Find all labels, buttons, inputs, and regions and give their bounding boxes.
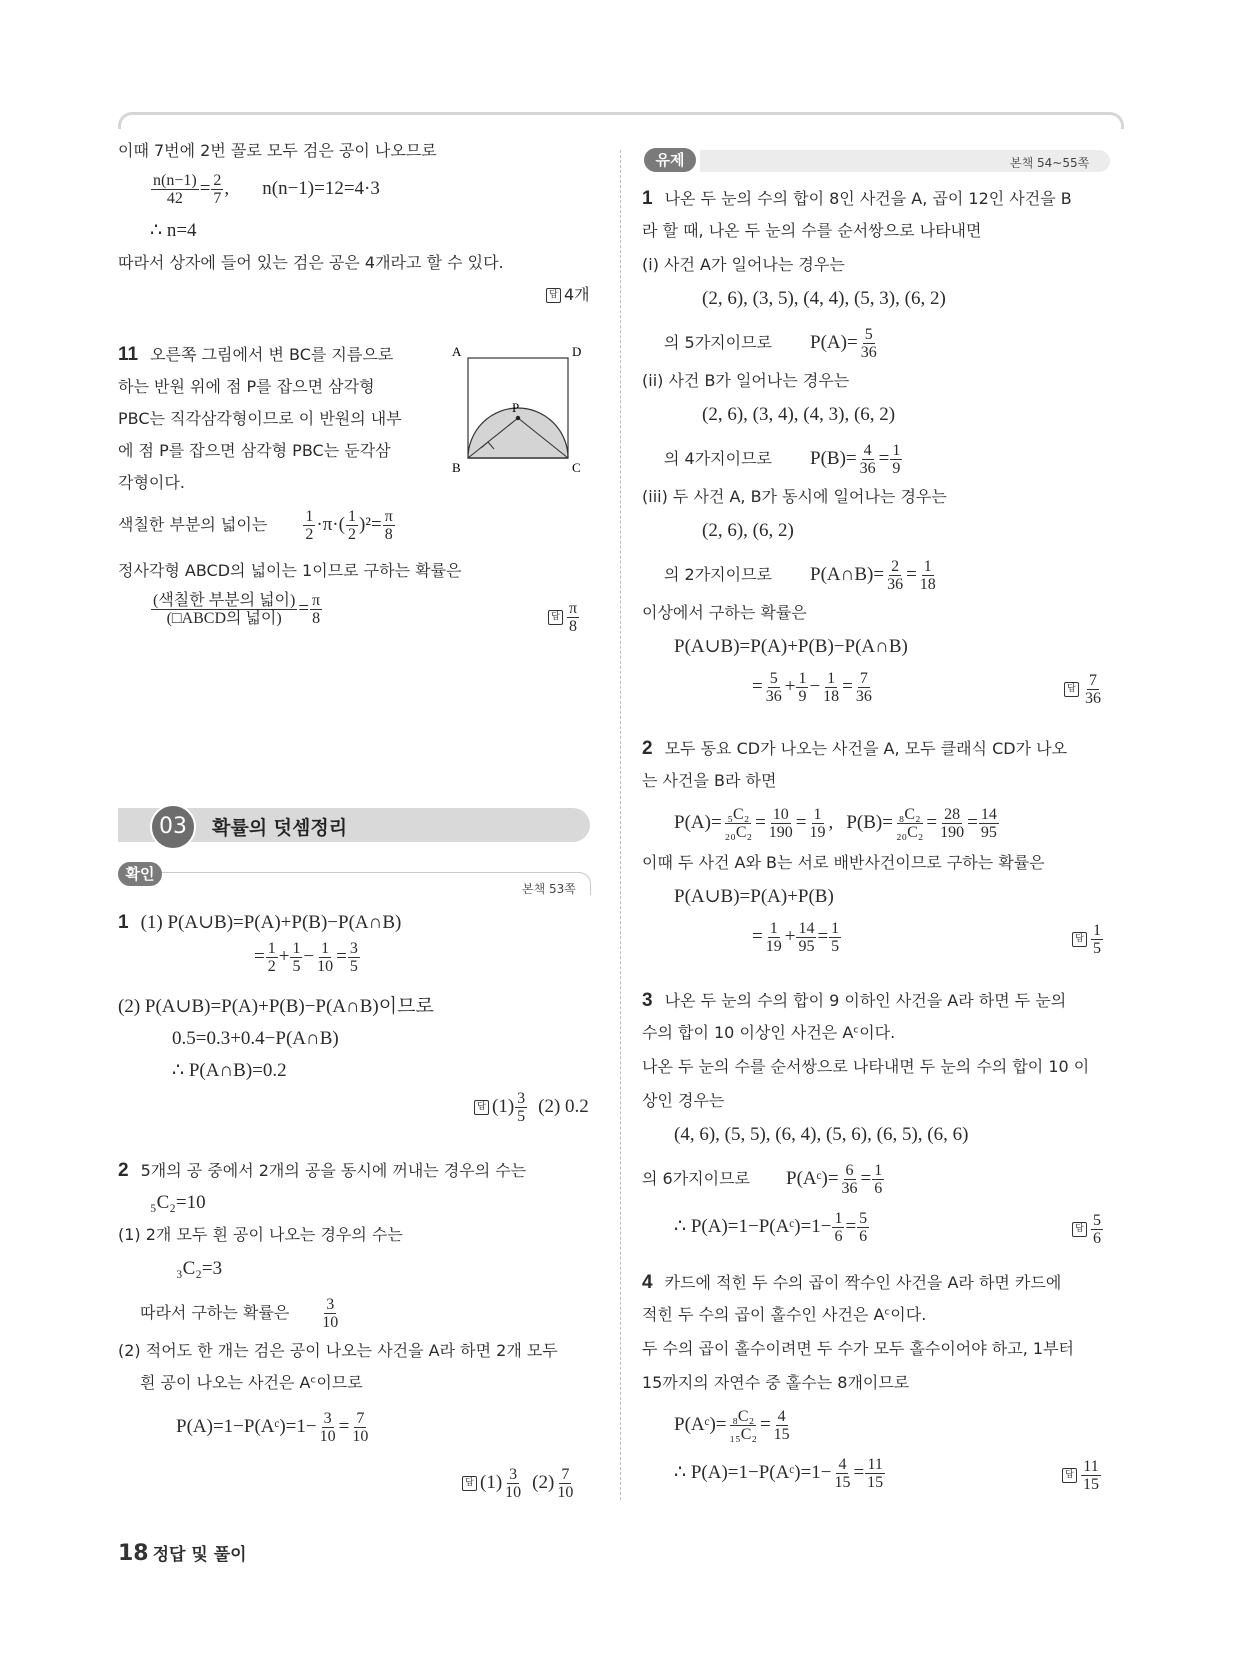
answer-icon: 답 [1072, 1222, 1087, 1237]
page-footer [118, 1540, 247, 1566]
text-line: 수의 합이 10 이상인 사건은 Aᶜ이다. [642, 1023, 896, 1042]
text-line: 나온 두 눈의 수를 순서쌍으로 나타내면 두 눈의 수의 합이 10 이 [642, 1057, 1090, 1076]
text-line: 이상에서 구하는 확률은 [642, 603, 807, 622]
label-p: P [512, 400, 520, 415]
problem-line: 1 나온 두 눈의 수의 합이 8인 사건을 A, 곱이 12인 사건을 B [642, 188, 1072, 209]
text-line: (ii) 사건 B가 일어나는 경우는 [642, 371, 850, 390]
text-line: 에 점 P를 잡으면 삼각형 PBC는 둔각삼 [118, 441, 391, 460]
answer: 답 $\frac{11}{15}$ [1062, 1458, 1102, 1493]
problem-line: 2 5개의 공 중에서 2개의 공을 동시에 꺼내는 경우의 수는 [118, 1160, 527, 1181]
equation: ₅C₂=10 [150, 1192, 206, 1213]
text-line: 흰 공이 나오는 사건은 Aᶜ이므로 [140, 1373, 363, 1392]
text-line: 상인 경우는 [642, 1091, 725, 1110]
top-frame-bar [118, 112, 1124, 129]
problem-line: 2 모두 동요 CD가 나오는 사건을 A, 모두 클래식 CD가 나오 [642, 738, 1068, 759]
equation: ₃C₂=3 [176, 1258, 223, 1279]
page-reference: 본책 54~55쪽 [1010, 156, 1090, 170]
confirm-label: 확인 [118, 862, 162, 886]
answer: 답 $\frac{5}{6}$ [1072, 1212, 1104, 1247]
text-line: 라 할 때, 나온 두 눈의 수를 순서쌍으로 나타내면 [642, 221, 982, 240]
equation: ∴ P(A)=1−P(Aᶜ)=1− $\frac{1}{6}$ = $\frac{5}{6}$ [674, 1210, 868, 1245]
area-equation: 색칠한 부분의 넓이는 $\frac{1}{2}$ ·π·( $\frac{1}{2}$ )²= $\frac{\pi}{8}$ [118, 508, 393, 543]
equation: ∴ P(A∩B)=0.2 [172, 1060, 287, 1081]
answer-icon: 답 [474, 1100, 489, 1115]
problem-line: 4 카드에 적힌 두 수의 곱이 짝수인 사건을 A라 하면 카드에 [642, 1272, 1062, 1293]
probability-equation: $\frac{\text{(색칠한 부분의 넓이)}}{\text{(□ABCD의 넓이)}}$ = $\frac{\pi}{8}$ [153, 592, 321, 627]
answer: 답 $\frac{1}{5}$ [1072, 922, 1104, 957]
footer-title: 정답 및 풀이 [152, 1545, 247, 1565]
text-line: 는 사건을 B라 하면 [642, 771, 777, 790]
example-label: 유제 [644, 148, 696, 172]
equation: = $\frac{1}{19}$ + $\frac{14}{95}$ = $\frac{1}{5}$ [752, 920, 840, 955]
text-line: (2) 적어도 한 개는 검은 공이 나오는 사건을 A라 하면 2개 모두 [118, 1341, 558, 1360]
problem-line: 1 (1) P(A∪B)=P(A)+P(B)−P(A∩B) [118, 912, 402, 933]
text-line: PBC는 직각삼각형이므로 이 반원의 내부 [118, 409, 402, 428]
text-line: 두 수의 곱이 홀수이려면 두 수가 모두 홀수이어야 하고, 1부터 [642, 1339, 1074, 1358]
page-reference: 본책 53쪽 [522, 882, 576, 896]
equation: P(A)=1−P(Aᶜ)=1− $\frac{3}{10}$ = $\frac{7}{10}$ [176, 1410, 369, 1445]
answer: 답 4개 [546, 284, 590, 306]
equation: P(A∪B)=P(A)+P(B)−P(A∩B) [674, 636, 908, 657]
equation: P(A)= $\frac{\text{₅C₂}}{\text{₂₀C₂}}$ = $\frac{10}{190}$ = $\frac{1}{19}$ , P(B)= $\frac{\text{₈C₂}}{\text{₂₀C₂}}$ = $\frac{28}{190}$ = $\frac{14}{95}$ [674, 806, 997, 841]
answer-icon: 답 [546, 288, 561, 303]
text-line: 적힌 두 수의 곱이 홀수인 사건은 Aᶜ이다. [642, 1305, 927, 1324]
equation: (2) P(A∪B)=P(A)+P(B)−P(A∩B)이므로 [118, 996, 434, 1017]
text-line: (i) 사건 A가 일어나는 경우는 [642, 255, 845, 274]
answer: 답 (1) $\frac{3}{5}$ (2) 0.2 [474, 1090, 589, 1125]
equation: 의 6가지이므로 P(Aᶜ)= $\frac{6}{36}$ = $\frac{1}{6}$ [642, 1162, 883, 1197]
answer-icon: 답 [1062, 1468, 1077, 1483]
text-line: 하는 반원 위에 점 P를 잡으면 삼각형 [118, 377, 375, 396]
outcome-list: (2, 6), (3, 5), (4, 4), (5, 3), (6, 2) [702, 288, 946, 309]
text-line: (1) 2개 모두 흰 공이 나오는 경우의 수는 [118, 1225, 403, 1244]
equation: ∴ n=4 [150, 220, 197, 241]
section-number: 03 [150, 804, 196, 850]
answer: 답 $\frac{\pi}{8}$ [548, 600, 580, 635]
outcome-list: (2, 6), (6, 2) [702, 520, 794, 541]
answer-icon: 답 [1064, 682, 1079, 697]
answer-icon: 답 [462, 1476, 477, 1491]
equation: 의 2가지이므로 P(A∩B)= $\frac{2}{36}$ = $\frac{1}{18}$ [664, 558, 936, 593]
problem-line: 3 나온 두 눈의 수의 합이 9 이하인 사건을 A라 하면 두 눈의 [642, 990, 1067, 1011]
answer: 답 (1) $\frac{3}{10}$ (2) $\frac{7}{10}$ [462, 1466, 576, 1501]
outcome-list: (4, 6), (5, 5), (6, 4), (5, 6), (6, 5), (6, 6) [674, 1124, 969, 1145]
equation: 따라서 구하는 확률은 $\frac{3}{10}$ [140, 1296, 339, 1331]
equation: P(Aᶜ)= $\frac{\text{₈C₂}}{\text{₁₅C₂}}$ = $\frac{4}{15}$ [674, 1408, 790, 1443]
label-a: A [452, 346, 462, 359]
equation: 의 5가지이므로 P(A)= $\frac{5}{36}$ [664, 326, 877, 361]
answer-icon: 답 [1072, 932, 1087, 947]
problem-line: 11 오른쪽 그림에서 변 BC를 지름으로 [118, 344, 394, 365]
page-number: 18 [118, 1541, 149, 1566]
text-line: 이때 두 사건 A와 B는 서로 배반사건이므로 구하는 확률은 [642, 853, 1045, 872]
label-c: C [572, 460, 581, 475]
section-title: 확률의 덧셈정리 [212, 817, 348, 839]
text-line: (iii) 두 사건 A, B가 동시에 일어나는 경우는 [642, 487, 947, 506]
answer-icon: 답 [548, 610, 563, 625]
equation: = $\frac{1}{2}$ + $\frac{1}{5}$ − $\frac{1}{10}$ = $\frac{3}{5}$ [254, 940, 358, 975]
equation: 0.5=0.3+0.4−P(A∩B) [172, 1028, 339, 1049]
column-divider [620, 150, 621, 1500]
text-line: 각형이다. [118, 473, 185, 492]
outcome-list: (2, 6), (3, 4), (4, 3), (6, 2) [702, 404, 896, 425]
equation: $\frac{n(n-1)}{42}$ = $\frac{2}{7}$ , n(n−1)=12=4·3 [153, 172, 380, 207]
equation: = $\frac{5}{36}$ + $\frac{1}{9}$ − $\frac{1}{18}$ = $\frac{7}{36}$ [752, 670, 872, 705]
equation: P(A∪B)=P(A)+P(B) [674, 886, 834, 907]
square-semicircle-figure [448, 346, 588, 476]
text-line: 정사각형 ABCD의 넓이는 1이므로 구하는 확률은 [118, 561, 462, 580]
equation: 의 4가지이므로 P(B)= $\frac{4}{36}$ = $\frac{1}{9}$ [664, 442, 901, 477]
text-line: 따라서 상자에 들어 있는 검은 공은 4개라고 할 수 있다. [118, 253, 504, 272]
answer: 답 $\frac{7}{36}$ [1064, 672, 1104, 707]
text-line: 이때 7번에 2번 꼴로 모두 검은 공이 나오므로 [118, 141, 437, 160]
label-b: B [452, 460, 461, 475]
equation: ∴ P(A)=1−P(Aᶜ)=1− $\frac{4}{15}$ = $\frac{11}{15}$ [674, 1456, 884, 1491]
text-line: 15까지의 자연수 중 홀수는 8개이므로 [642, 1373, 910, 1392]
label-d: D [572, 346, 582, 359]
